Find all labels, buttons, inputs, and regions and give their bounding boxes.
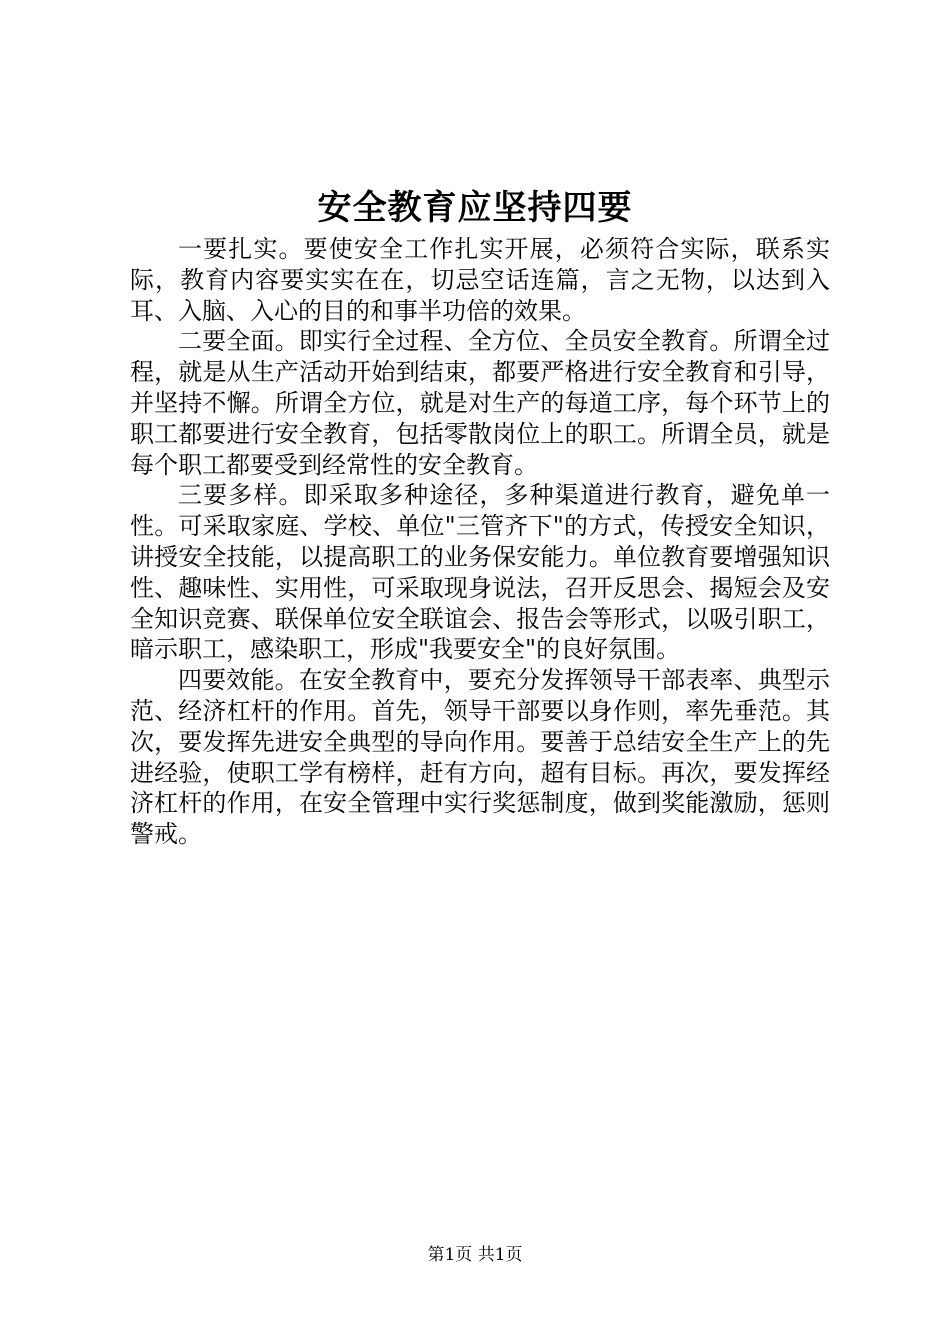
paragraph-3: 三要多样。即采取多种途径，多种渠道进行教育，避免单一性。可采取家庭、学校、单位"三管齐下"的方式，传授安全知识，讲授安全技能，以提高职工的业务保安能力。单位教育要增强知识性、趣味性、实用性，可采取现身说法，召开反思会、揭短会及安全知识竞赛、联保单位安全联谊会、报告会等形式，以吸引职工，暗示职工，感染职工，形成"我要安全"的良好氛围。 [130, 481, 830, 664]
paragraph-4: 四要效能。在安全教育中，要充分发挥领导干部表率、典型示范、经济杠杆的作用。首先，领导干部要以身作则，率先垂范。其次，要发挥先进安全典型的导向作用。要善于总结安全生产上的先进经验，使职工学有榜样，赶有方向，超有目标。再次，要发挥经济杠杆的作用，在安全管理中实行奖惩制度，做到奖能激励，惩则警戒。 [130, 666, 830, 849]
paragraph-2: 二要全面。即实行全过程、全方位、全员安全教育。所谓全过程，就是从生产活动开始到结束，都要严格进行安全教育和引导，并坚持不懈。所谓全方位，就是对生产的每道工序，每个环节上的职工都要进行安全教育，包括零散岗位上的职工。所谓全员，就是每个职工都要受到经常性的安全教育。 [130, 327, 830, 479]
document-title: 安全教育应坚持四要 [317, 188, 633, 228]
page-footer: 第1页 共1页 [427, 1245, 523, 1265]
paragraph-1: 一要扎实。要使安全工作扎实开展，必须符合实际，联系实际，教育内容要实实在在，切忌空话连篇，言之无物，以达到入耳、入脑、入心的目的和事半功倍的效果。 [130, 235, 830, 325]
document-body [130, 234, 830, 850]
